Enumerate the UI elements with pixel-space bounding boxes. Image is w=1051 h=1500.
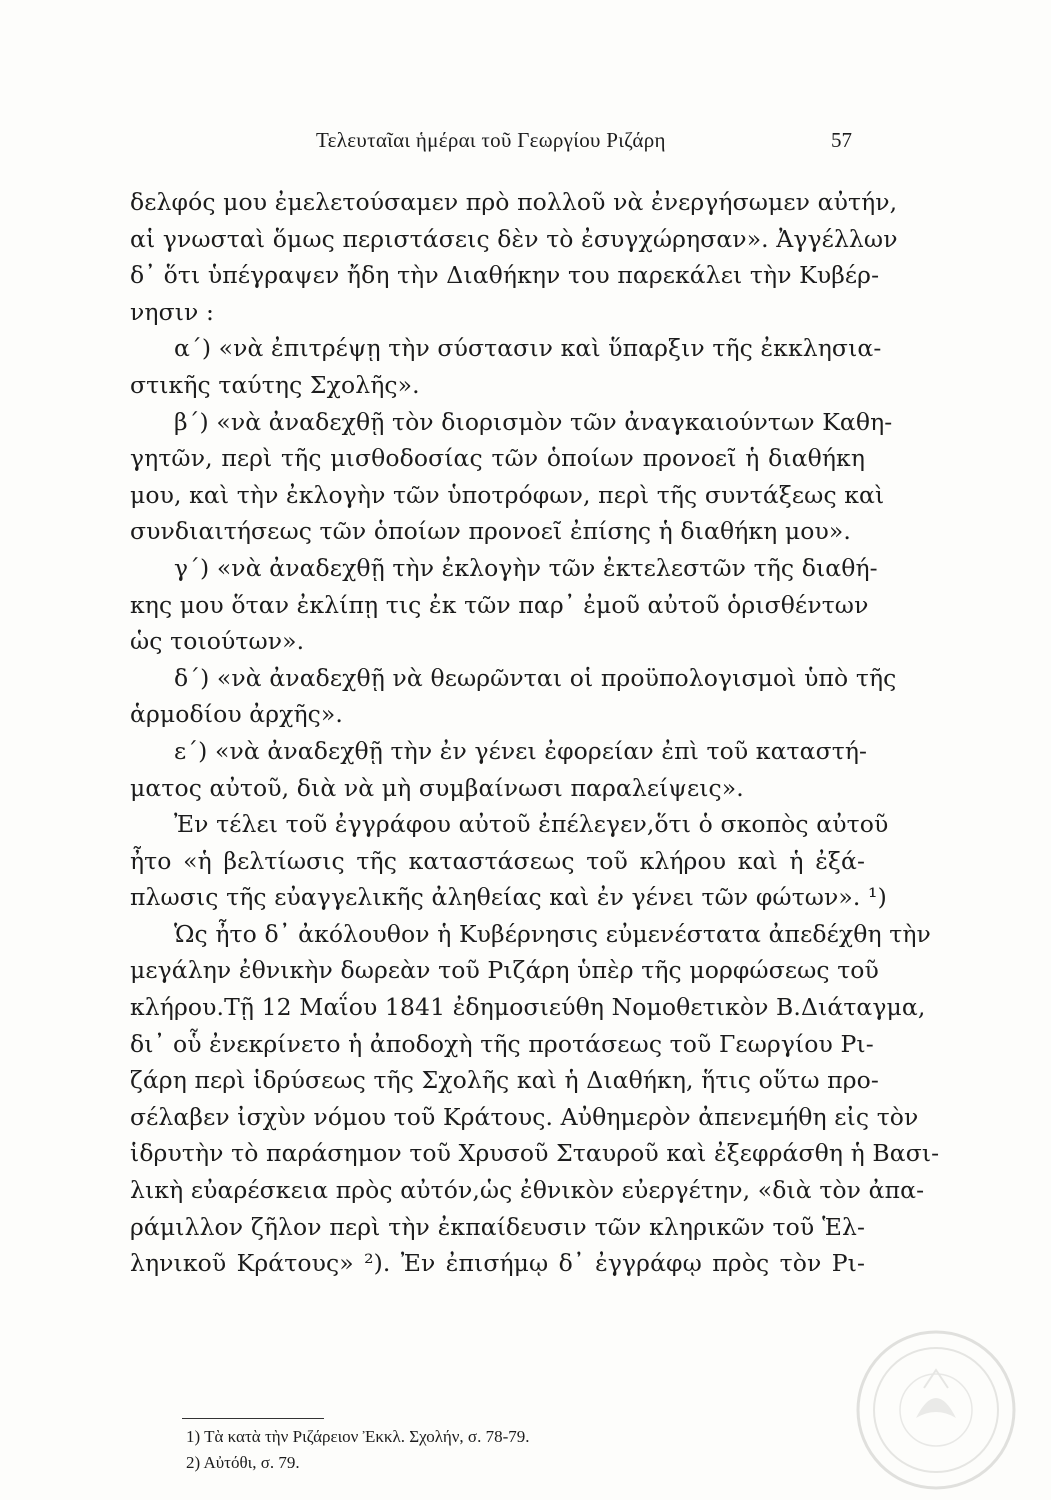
text-line: σέλαβεν ἰσχὺν νόμου τοῦ Κράτους. Αὐθημερὸν ἀπενεμήθη εἰς τὸν	[130, 1102, 919, 1131]
text-line: νησιν :	[130, 297, 214, 326]
library-seal-watermark-icon	[826, 1318, 1030, 1492]
text-line: κης μου ὅταν ἐκλίπῃ τις ἐκ τῶν παρ᾿ ἐμοῦ αὐτοῦ ὁρισθέντων	[130, 590, 869, 619]
text-line: ὡς τοιούτων».	[130, 627, 305, 656]
text-line: δ΄) «νὰ ἀναδεχθῇ νὰ θεωρῶνται οἱ προϋπολογισμοὶ ὑπὸ τῆς	[174, 663, 897, 692]
text-line: ζάρη περὶ ἱδρύσεως τῆς Σχολῆς καὶ ἡ Διαθήκη, ἥτις οὕτω προ-	[130, 1066, 879, 1095]
text-line: μου, καὶ τὴν ἐκλογὴν τῶν ὑποτρόφων, περὶ τῆς συντάξεως καὶ	[130, 480, 885, 509]
text-line: β΄) «νὰ ἀναδεχθῇ τὸν διορισμὸν τῶν ἀναγκαιούντων Καθη-	[174, 407, 893, 436]
text-line: Ἐν τέλει τοῦ ἐγγράφου αὐτοῦ ἐπέλεγεν,ὅτι ὁ σκοπὸς αὐτοῦ	[174, 810, 889, 839]
text-line: ματος αὐτοῦ, διὰ νὰ μὴ συμβαίνωσι παραλείψεις».	[130, 773, 744, 802]
footnote-1: 1) Τὰ κατὰ τὴν Ριζάρειον Ἐκκλ. Σχολήν, σ. 78-79.	[186, 1427, 530, 1446]
text-line: ε΄) «νὰ ἀναδεχθῇ τὴν ἐν γένει ἐφορείαν ἐπὶ τοῦ καταστή-	[174, 736, 868, 765]
text-line: δελφός μου ἐμελετούσαμεν πρὸ πολλοῦ νὰ ἐνεργήσωμεν αὐτήν,	[130, 188, 898, 216]
text-line: γ΄) «νὰ ἀναδεχθῇ τὴν ἐκλογὴν τῶν ἐκτελεστῶν τῆς διαθή-	[174, 553, 878, 582]
text-line: μεγάλην ἐθνικὴν δωρεὰν τοῦ Ριζάρη ὑπὲρ τῆς μορφώσεως τοῦ	[130, 956, 879, 985]
running-title: Τελευταῖαι ἡμέραι τοῦ Γεωργίου Ριζάρη	[316, 128, 666, 152]
footnote-rule	[182, 1418, 324, 1419]
text-line: στικῆς ταύτης Σχολῆς».	[130, 370, 420, 399]
text-line: ἦτο «ἡ βελτίωσις τῆς καταστάσεως τοῦ κλήρου καὶ ἡ ἐξά-	[130, 846, 865, 875]
text-line: δ᾿ ὅτι ὑπέγραψεν ἤδη τὴν Διαθήκην του παρεκάλει τὴν Κυβέρ-	[130, 261, 880, 290]
text-line: γητῶν, περὶ τῆς μισθοδοσίας τῶν ὁποίων προνοεῖ ἡ διαθήκη	[130, 444, 865, 473]
text-line: δι᾿ οὗ ἐνεκρίνετο ἡ ἀποδοχὴ τῆς προτάσεως τοῦ Γεωργίου Ρι-	[130, 1029, 874, 1058]
text-line: ράμιλλον ζῆλον περὶ τὴν ἐκπαίδευσιν τῶν κληρικῶν τοῦ Ἑλ-	[130, 1212, 865, 1241]
text-line: ληνικοῦ Κράτους» ²). Ἐν ἐπισήμῳ δ᾿ ἐγγράφῳ πρὸς τὸν Ρι-	[130, 1249, 865, 1278]
text-line: συνδιαιτήσεως τῶν ὁποίων προνοεῖ ἐπίσης ἡ διαθήκη μου».	[130, 517, 851, 546]
text-line: κλήρου.Τῇ 12 Μαΐου 1841 ἐδημοσιεύθη Νομοθετικὸν Β.Διάταγμα,	[130, 993, 926, 1022]
page-header	[186, 128, 852, 158]
text-line: Ὡς ἦτο δ᾿ ἀκόλουθον ἡ Κυβέρνησις εὐμενέστατα ἀπεδέχθη τὴν	[174, 919, 931, 948]
text-line: α΄) «νὰ ἐπιτρέψῃ τὴν σύστασιν καὶ ὕπαρξιν τῆς ἐκκλησια-	[174, 334, 882, 363]
text-line: ἱδρυτὴν τὸ παράσημον τοῦ Χρυσοῦ Σταυροῦ καὶ ἐξεφράσθη ἡ Βασι-	[130, 1139, 940, 1168]
footnote-2: 2) Αὐτόθι, σ. 79.	[186, 1453, 300, 1472]
text-line: αἱ γνωσταὶ ὅμως περιστάσεις δὲν τὸ ἐσυγχώρησαν». Ἀγγέλλων	[130, 224, 898, 253]
page-number: 57	[831, 128, 852, 152]
text-line: ἁρμοδίου ἀρχῆς».	[130, 700, 343, 729]
text-line: λικὴ εὐαρέσκεια πρὸς αὐτόν,ὡς ἐθνικὸν εὐεργέτην, «διὰ τὸν ἀπα-	[130, 1176, 925, 1205]
body-text	[130, 184, 940, 1282]
text-line: πλωσις τῆς εὐαγγελικῆς ἀληθείας καὶ ἐν γένει τῶν φώτων». ¹)	[130, 883, 887, 912]
